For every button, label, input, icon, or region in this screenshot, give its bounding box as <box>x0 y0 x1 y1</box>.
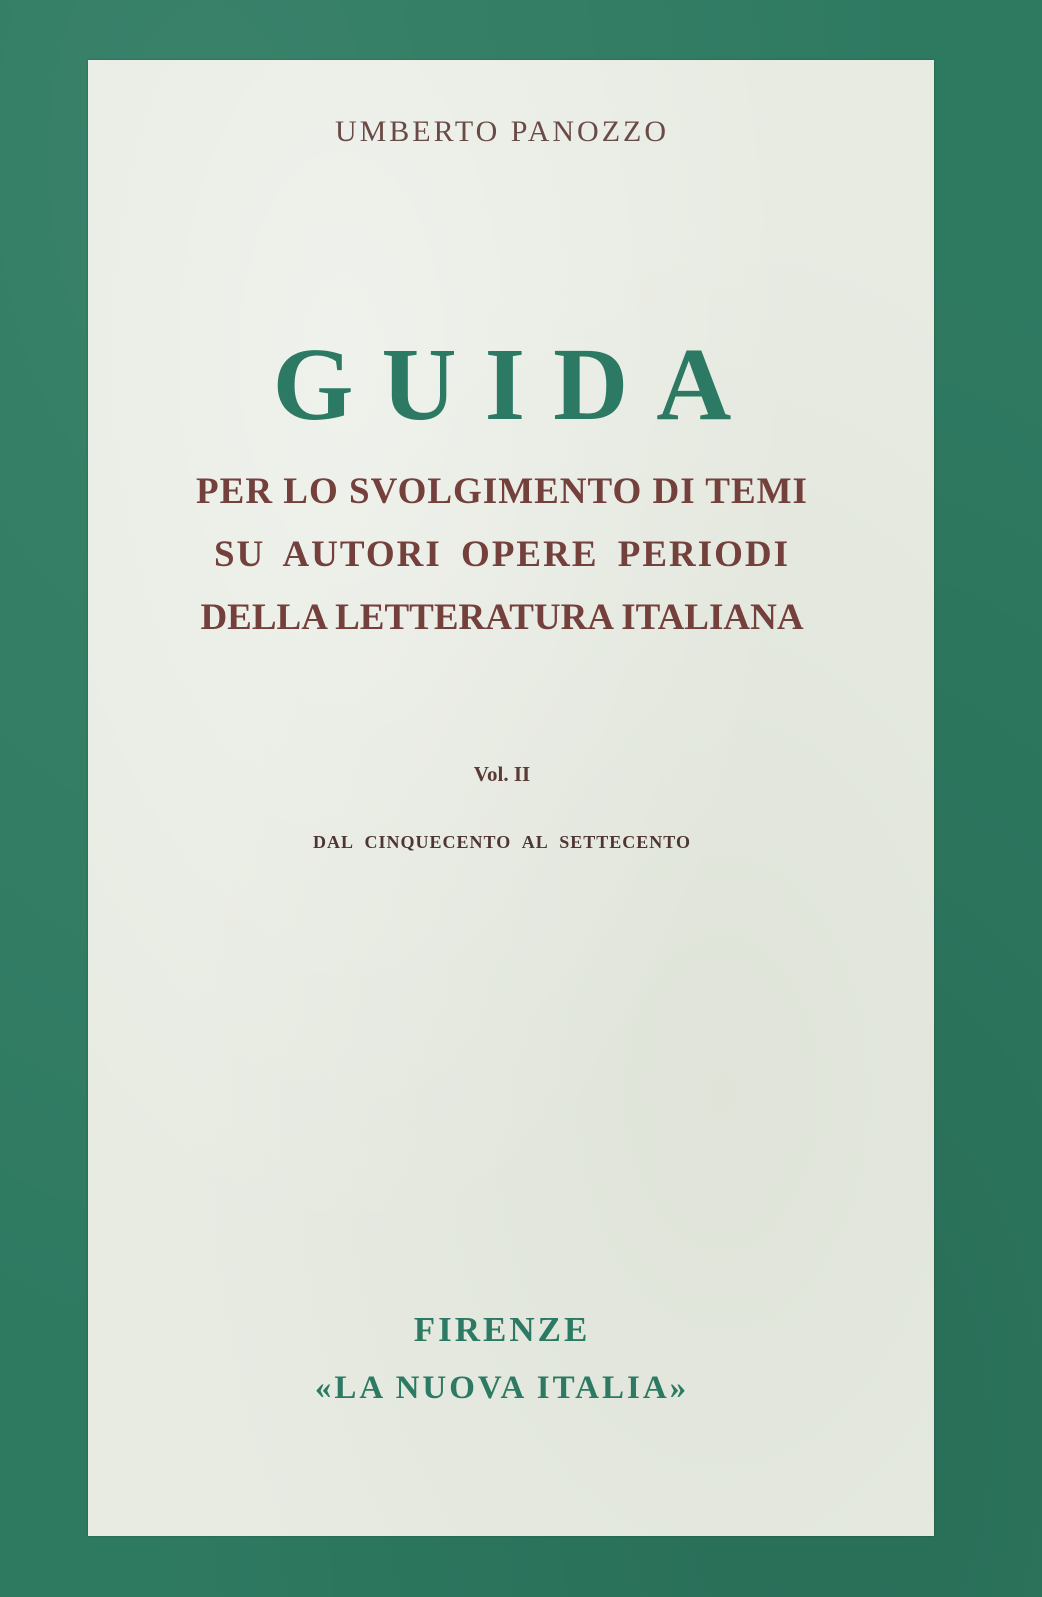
subtitle-line-3: DELLA LETTERATURA ITALIANA <box>200 597 804 638</box>
book-title: GUIDA <box>272 327 760 442</box>
publisher-city: FIRENZE <box>413 1310 591 1349</box>
subtitle-line-2: SU AUTORI OPERE PERIODI <box>213 534 791 575</box>
period-subtitle: DAL CINQUECENTO AL SETTECENTO <box>313 832 691 852</box>
publisher-name: «LA NUOVA ITALIA» <box>314 1370 690 1406</box>
subtitle-line-1: PER LO SVOLGIMENTO DI TEMI <box>196 471 808 512</box>
author-name: UMBERTO PANOZZO <box>334 115 670 148</box>
volume-number: Vol. II <box>473 762 531 786</box>
